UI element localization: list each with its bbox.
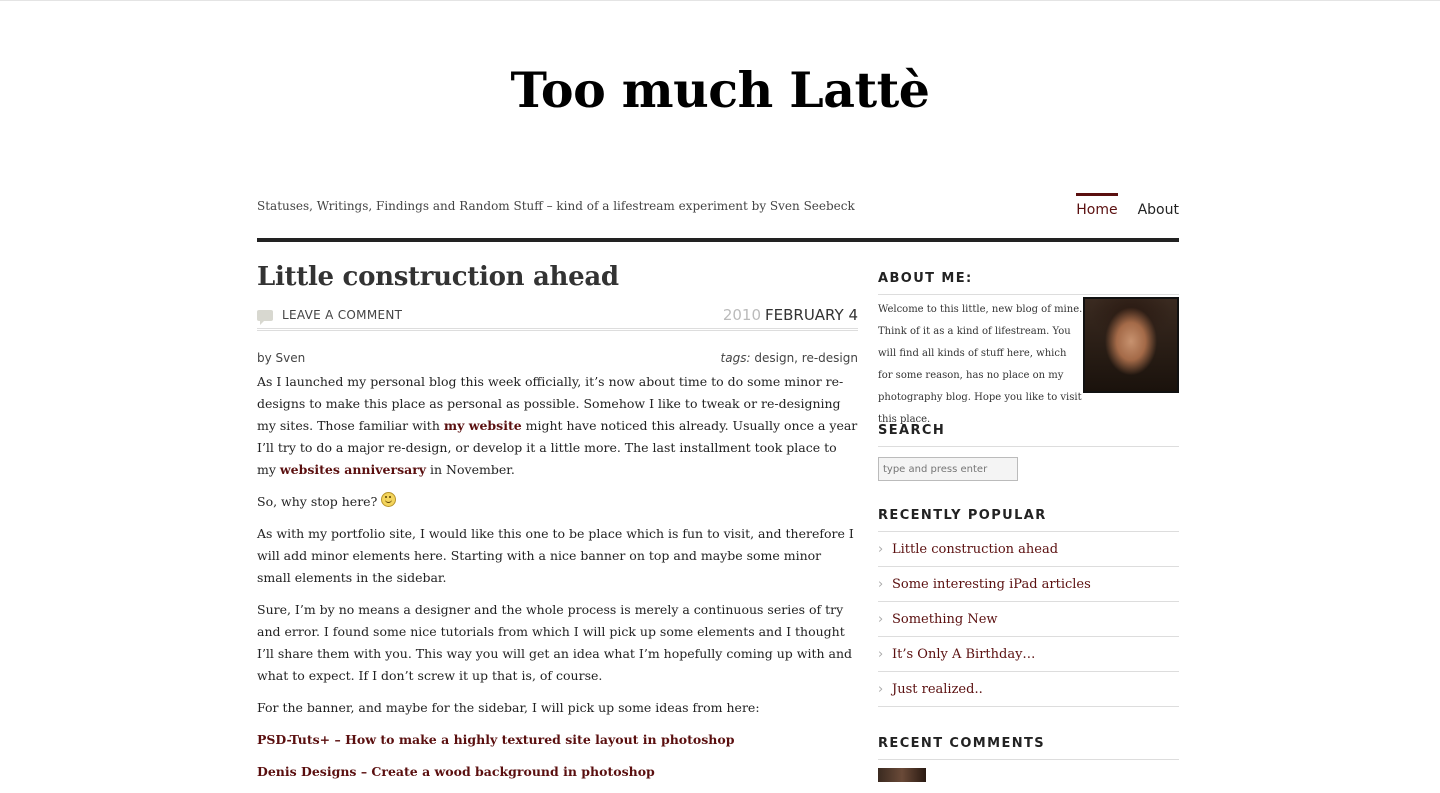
blog-post <box>257 258 858 793</box>
post-text: So, why stop here? <box>257 494 378 509</box>
post-body <box>257 371 858 783</box>
list-item <box>878 602 1179 637</box>
popular-link[interactable]: It’s Only A Birthday… <box>892 646 1036 662</box>
post-text: As I launched my personal blog this week officially, it’s now about time to do some minor re-designs to make this place as personal as possible. Somehow I like to tweak or re-designing my sites. Those familiar with <box>257 374 844 433</box>
post-author: by Sven <box>257 351 306 365</box>
post-paragraph-4: Sure, I’m by no means a designer and the whole process is merely a continuous series of try and error. I found some nice tutorials from which I will pick up some elements and I thought I’ll share them with you. This way you will get an idea what I’m hopefully coming up with and what to expect. If I don’t screw it up that is, of course. <box>257 602 853 683</box>
websites-anniversary-link[interactable]: websites anniversary <box>279 462 427 477</box>
post-meta <box>257 302 858 331</box>
site-title[interactable]: Too much Lattè <box>510 61 930 119</box>
popular-link[interactable]: Some interesting iPad articles <box>892 576 1091 592</box>
post-paragraph-2 <box>257 491 858 513</box>
post-text: in November. <box>426 462 515 477</box>
recently-popular-widget <box>878 507 1179 707</box>
post-byline <box>257 351 858 365</box>
author-photo <box>1083 297 1179 393</box>
site-tagline: Statuses, Writings, Findings and Random Stuff – kind of a lifestream experiment by Sven Seebeck <box>257 199 855 213</box>
denis-designs-link[interactable]: Denis Designs – Create a wood background in photoshop <box>257 764 655 779</box>
list-item <box>878 567 1179 602</box>
about-title: ABOUT ME: <box>878 270 1179 295</box>
popular-link[interactable]: Just realized.. <box>892 681 983 697</box>
tags-label: tags: <box>720 351 751 365</box>
list-item <box>878 672 1179 707</box>
post-tags <box>721 351 858 365</box>
post-link-paragraph-1 <box>257 729 858 751</box>
post-text: might have noticed this already. Usually once a year I’ll try to do a major re-design, or develop it a little more. The last installment took place to my <box>257 418 858 477</box>
chevron-right-icon: › <box>878 681 884 697</box>
post-date <box>723 306 858 324</box>
commenter-avatar[interactable] <box>878 768 926 782</box>
post-paragraph-1 <box>257 371 858 481</box>
my-website-link[interactable]: my website <box>443 418 522 433</box>
post-date-month-day: FEBRUARY 4 <box>765 306 858 324</box>
search-input[interactable] <box>878 457 1018 481</box>
recently-popular-title: RECENTLY POPULAR <box>878 507 1179 532</box>
sidebar <box>878 270 1179 782</box>
chevron-right-icon: › <box>878 611 884 627</box>
tags-links[interactable]: design, re-design <box>754 351 858 365</box>
search-title: SEARCH <box>878 422 1179 447</box>
main-nav <box>1076 193 1179 219</box>
nav-about-link[interactable]: About <box>1137 202 1179 218</box>
leave-comment-link[interactable] <box>257 308 402 322</box>
popular-link[interactable]: Little construction ahead <box>892 541 1059 557</box>
about-widget <box>878 270 1179 425</box>
recent-comments-widget <box>878 735 1179 782</box>
chevron-right-icon: › <box>878 646 884 662</box>
popular-link[interactable]: Something New <box>892 611 998 627</box>
top-border <box>0 0 1440 1</box>
chevron-right-icon: › <box>878 541 884 557</box>
post-link-paragraph-2 <box>257 761 858 783</box>
leave-comment-label: LEAVE A COMMENT <box>282 308 403 322</box>
post-date-year: 2010 <box>722 306 761 324</box>
recent-comments-title: RECENT COMMENTS <box>878 735 1179 760</box>
wink-smiley-icon <box>381 492 396 507</box>
chevron-right-icon: › <box>878 576 884 592</box>
about-text: Welcome to this little, new blog of mine. Think of it as a kind of lifestream. You will find all kinds of stuff here, which for some reason, has no place on my photography blog. Hope you like to visit this place. <box>878 304 1083 425</box>
psd-tuts-link[interactable]: PSD-Tuts+ – How to make a highly textured site layout in photoshop <box>257 732 735 747</box>
post-title[interactable]: Little construction ahead <box>257 262 619 292</box>
list-item <box>878 637 1179 672</box>
speech-bubble-icon <box>257 310 273 321</box>
list-item <box>878 532 1179 567</box>
nav-home-link[interactable]: Home <box>1076 193 1117 219</box>
popular-list <box>878 532 1179 707</box>
header-divider <box>257 238 1179 242</box>
post-paragraph-5: For the banner, and maybe for the sidebar, I will pick up some ideas from here: <box>257 700 760 715</box>
post-paragraph-3: As with my portfolio site, I would like this one to be place which is fun to visit, and therefore I will add minor elements here. Starting with a nice banner on top and maybe some minor small elements in the sidebar. <box>257 526 854 585</box>
